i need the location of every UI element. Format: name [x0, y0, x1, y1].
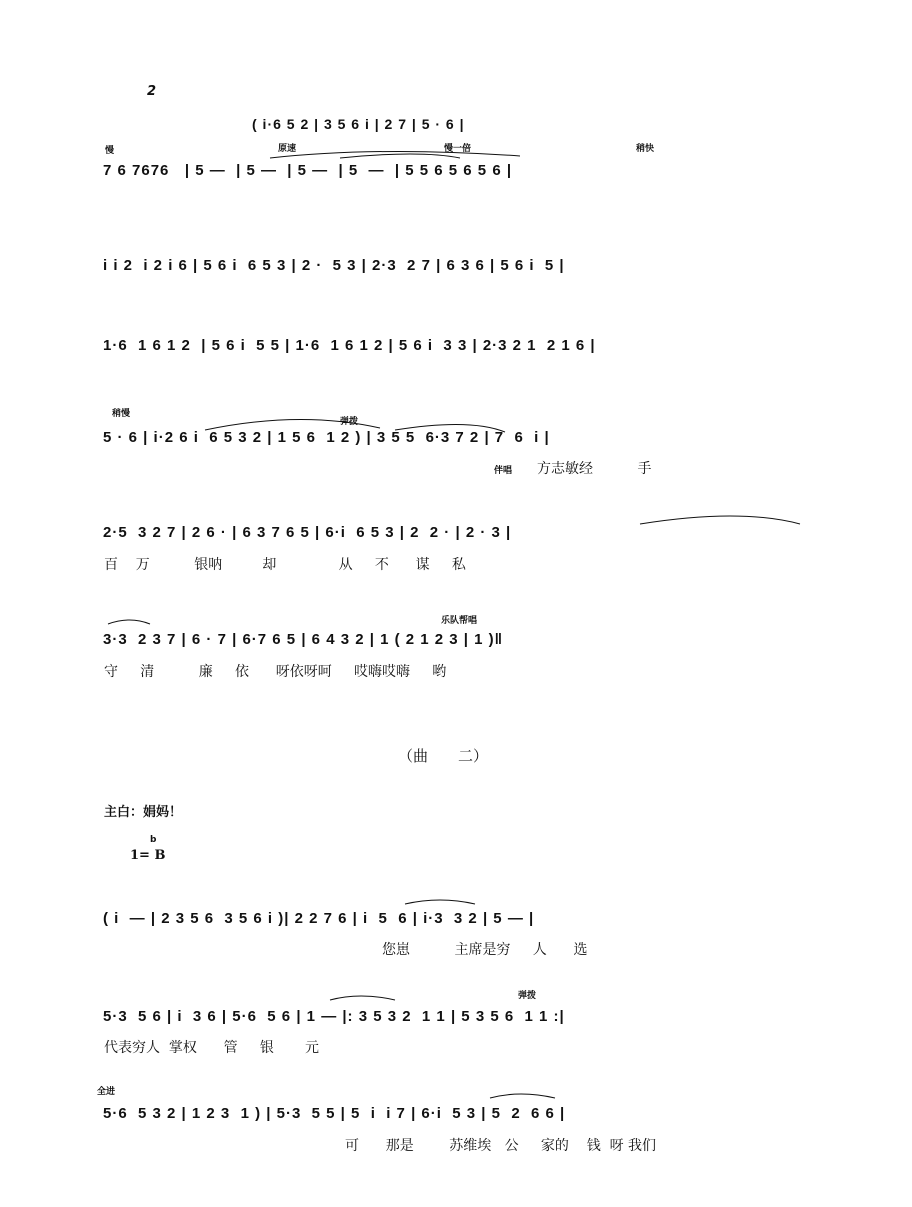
notation-line-5: 2·5 3 2 7 | 2 6 · | 6 3 7 6 5 | 6·i 6 5 3 | 2 2 · | 2 · 3 |	[103, 524, 512, 541]
lyrics-line-5: 百 万 银呐 却 从 不 谋 私	[104, 557, 466, 573]
slur-7	[405, 900, 475, 904]
accompaniment-label: 伴唱	[494, 466, 513, 476]
slur-4	[395, 424, 505, 432]
instrument-mark-pluck: 弹拨	[340, 417, 359, 427]
slur-8	[330, 996, 395, 1000]
notation-line-6: 3·3 2 3 7 | 6 · 7 | 6·7 6 5 | 6 4 3 2 | 1 ( 2 1 2 3 | 1 )‖	[103, 631, 504, 648]
notation-line-2: i i 2 i 2 i 6 | 5 6 i 6 5 3 | 2 · 5 3 | 2·3 2 7 | 6 3 6 | 5 6 i 5 |	[103, 257, 565, 274]
slur-3	[205, 419, 380, 430]
spoken-line: 主白：娟妈！	[104, 805, 183, 820]
tempo-mark-slow: 慢	[105, 146, 115, 156]
all-in-label: 全进	[97, 1087, 116, 1097]
prelude-line: ( i·6 5 2 | 3 5 6 i | 2 7 | 5 · 6 |	[252, 116, 465, 132]
lyrics-line-7: 您崽 主席是穷 人 选	[382, 942, 588, 958]
key-signature: 1= B	[130, 848, 166, 863]
slur-6	[108, 620, 150, 624]
tempo-mark-half: 慢一倍	[444, 144, 472, 154]
lyrics-line-6: 守 清 廉 依 呀依呀呵 哎嗨哎嗨 哟	[104, 664, 447, 680]
page-number: 2	[147, 84, 157, 99]
lyrics-line-4: 方志敏经 手	[537, 461, 652, 477]
slur-2	[340, 154, 460, 158]
tempo-mark-original: 原速	[278, 144, 297, 154]
notation-line-3: 1·6 1 6 1 2 | 5 6 i 5 5 | 1·6 1 6 1 2 | 5 6 i 3 3 | 2·3 2 1 2 1 6 |	[103, 337, 596, 354]
notation-line-8: 5·3 5 6 | i 3 6 | 5·6 5 6 | 1 — |: 3 5 3 2 1 1 | 5 3 5 6 1 1 :|	[103, 1008, 565, 1025]
lyrics-line-9: 可 那是 苏维埃 公 家的 钱 呀 我们	[345, 1138, 657, 1154]
lyrics-line-8: 代表穷人 掌权 管 银 元	[104, 1040, 320, 1056]
band-chorus-label: 乐队帮唱	[441, 616, 478, 626]
instrument-mark-pluck-2: 弹拨	[518, 991, 537, 1001]
flat-sign: b	[150, 835, 157, 845]
notation-line-1: 7 6 7676 | 5 — | 5 — | 5 — | 5 — | 5 5 6 5 6 5 6 |	[103, 162, 513, 179]
notation-line-9: 5·6 5 3 2 | 1 2 3 1 ) | 5·3 5 5 | 5 i i 7 | 6·i 5 3 | 5 2 6 6 |	[103, 1105, 566, 1122]
section-title: （曲 二）	[398, 747, 489, 765]
notation-line-7: ( i — | 2 3 5 6 3 5 6 i )| 2 2 7 6 | i 5 6 | i·3 3 2 | 5 — |	[103, 910, 535, 927]
notation-line-4: 5 · 6 | i·2 6 i 6 5 3 2 | 1 5 6 1 2 ) | 3 5 5 6·3 7 2 | 7 6 i |	[103, 429, 550, 446]
tempo-mark-faster: 稍快	[636, 144, 655, 154]
tempo-mark-slower: 稍慢	[112, 409, 131, 419]
slur-5	[640, 516, 800, 524]
slur-9	[490, 1094, 555, 1098]
